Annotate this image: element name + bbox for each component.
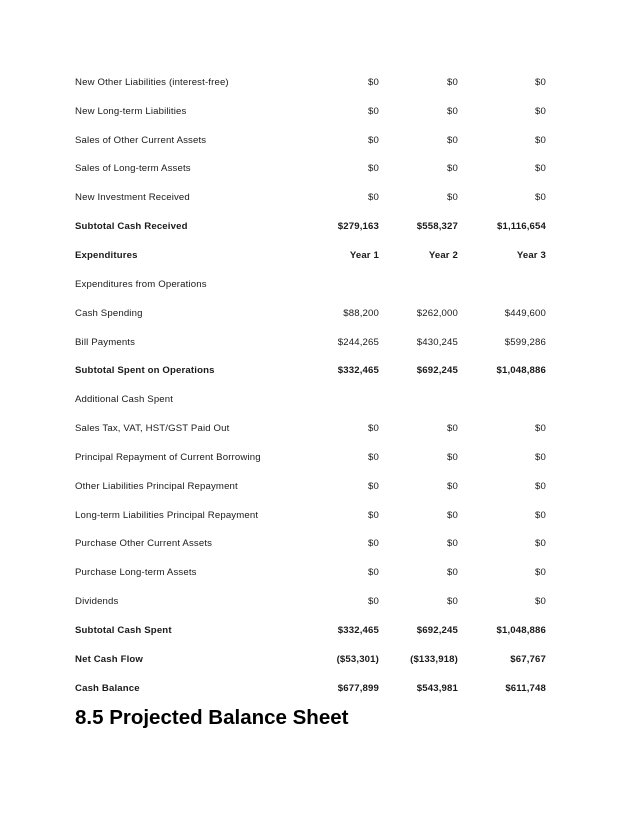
- cell-year-2: $692,245: [416, 365, 458, 377]
- row-label: Sales of Other Current Assets: [75, 134, 207, 146]
- cell-year-1: $0: [368, 567, 379, 579]
- table-row: [75, 530, 546, 559]
- cell-year-1: ($53,301): [336, 653, 379, 665]
- row-label: Cash Spending: [75, 307, 143, 319]
- row-label: Sales of Long-term Assets: [75, 163, 191, 175]
- row-label: Dividends: [75, 596, 119, 608]
- cell-year-3: $1,048,886: [496, 624, 546, 636]
- cell-year-2: $0: [447, 509, 458, 521]
- cell-year-1: $0: [368, 423, 379, 435]
- table-row: [75, 356, 546, 385]
- cell-year-2: $0: [447, 423, 458, 435]
- row-label: Bill Payments: [75, 336, 136, 348]
- cell-year-1: $332,465: [337, 365, 379, 377]
- row-label: New Other Liabilities (interest-free): [75, 76, 229, 88]
- cell-year-2: $0: [447, 76, 458, 88]
- cell-year-1: $0: [368, 538, 379, 550]
- cell-year-1: $88,200: [343, 307, 379, 319]
- cell-year-3: $1,048,886: [496, 365, 546, 377]
- table-row: [75, 126, 546, 155]
- cell-year-2: $0: [447, 451, 458, 463]
- cell-year-2: $0: [447, 134, 458, 146]
- table-row: [75, 616, 546, 645]
- row-label: Purchase Long-term Assets: [75, 567, 197, 579]
- cell-year-2: $0: [447, 480, 458, 492]
- cell-year-3: $0: [535, 451, 546, 463]
- cell-year-2: $0: [447, 538, 458, 550]
- table-row: [75, 68, 546, 97]
- cell-year-3: $0: [535, 163, 546, 175]
- row-label: Cash Balance: [75, 682, 140, 694]
- cell-year-3: $0: [535, 134, 546, 146]
- cell-year-3: $67,767: [510, 653, 546, 665]
- cell-year-2: $692,245: [416, 624, 458, 636]
- cell-year-2: $0: [447, 105, 458, 117]
- cell-year-3: $611,748: [505, 682, 546, 694]
- row-label: Expenditures: [75, 249, 138, 261]
- cell-year-2: $262,000: [416, 307, 458, 319]
- row-label: Other Liabilities Principal Repayment: [75, 480, 238, 492]
- cell-year-3: Year 3: [516, 249, 546, 261]
- table-row: [75, 443, 546, 472]
- row-label: Subtotal Cash Spent: [75, 624, 172, 636]
- cell-year-3: $449,600: [504, 307, 546, 319]
- row-label: New Investment Received: [75, 192, 190, 204]
- cell-year-1: $0: [368, 596, 379, 608]
- row-label: Expenditures from Operations: [75, 278, 207, 290]
- cell-year-3: $0: [535, 567, 546, 579]
- cell-year-3: $0: [535, 596, 546, 608]
- table-row: [75, 587, 546, 616]
- cell-year-3: $0: [535, 423, 546, 435]
- table-row: [75, 385, 546, 414]
- cell-year-3: $0: [535, 538, 546, 550]
- cell-year-3: $0: [535, 76, 546, 88]
- table-row: [75, 270, 546, 299]
- cell-year-1: $677,899: [337, 682, 379, 694]
- cell-year-3: $0: [535, 192, 546, 204]
- section-heading: 8.5 Projected Balance Sheet: [75, 706, 349, 729]
- cell-year-3: $1,116,654: [497, 221, 546, 233]
- cell-year-2: $0: [447, 192, 458, 204]
- cell-year-1: $0: [368, 509, 379, 521]
- cell-year-1: Year 1: [349, 249, 379, 261]
- cell-year-3: $599,286: [504, 336, 546, 348]
- table-row: [75, 241, 546, 270]
- cell-year-1: $0: [368, 192, 379, 204]
- cell-year-1: $0: [368, 451, 379, 463]
- row-label: Long-term Liabilities Principal Repayment: [75, 509, 259, 521]
- cell-year-2: $430,245: [416, 336, 458, 348]
- row-label: Net Cash Flow: [75, 653, 144, 665]
- table-row: [75, 645, 546, 674]
- row-label: New Long-term Liabilities: [75, 105, 187, 117]
- cell-year-1: $244,265: [337, 336, 379, 348]
- table-row: [75, 501, 546, 530]
- cell-year-3: $0: [535, 509, 546, 521]
- row-label: Principal Repayment of Current Borrowing: [75, 451, 261, 463]
- cell-year-1: $0: [368, 480, 379, 492]
- row-label: Subtotal Spent on Operations: [75, 365, 215, 377]
- cell-year-1: $0: [368, 105, 379, 117]
- cash-flow-table: [75, 68, 546, 703]
- cell-year-2: $0: [447, 596, 458, 608]
- cell-year-3: $0: [535, 480, 546, 492]
- cell-year-2: $0: [447, 163, 458, 175]
- cell-year-2: $543,981: [416, 682, 458, 694]
- cell-year-2: ($133,918): [410, 653, 458, 665]
- cell-year-2: $0: [447, 567, 458, 579]
- table-row: [75, 674, 546, 703]
- cell-year-2: Year 2: [428, 249, 458, 261]
- row-label: Purchase Other Current Assets: [75, 538, 213, 550]
- cell-year-1: $0: [368, 163, 379, 175]
- table-row: [75, 299, 546, 328]
- table-row: [75, 472, 546, 501]
- row-label: Subtotal Cash Received: [75, 221, 188, 233]
- row-label: Sales Tax, VAT, HST/GST Paid Out: [75, 423, 230, 435]
- cell-year-2: $558,327: [416, 221, 458, 233]
- cell-year-1: $279,163: [337, 221, 379, 233]
- table-row: [75, 558, 546, 587]
- row-label: Additional Cash Spent: [75, 394, 174, 406]
- cell-year-1: $0: [368, 76, 379, 88]
- table-row: [75, 328, 546, 357]
- table-row: [75, 183, 546, 212]
- cell-year-1: $0: [368, 134, 379, 146]
- table-row: [75, 212, 546, 241]
- table-row: [75, 155, 546, 184]
- table-row: [75, 97, 546, 126]
- cell-year-1: $332,465: [337, 624, 379, 636]
- cell-year-3: $0: [535, 105, 546, 117]
- table-row: [75, 414, 546, 443]
